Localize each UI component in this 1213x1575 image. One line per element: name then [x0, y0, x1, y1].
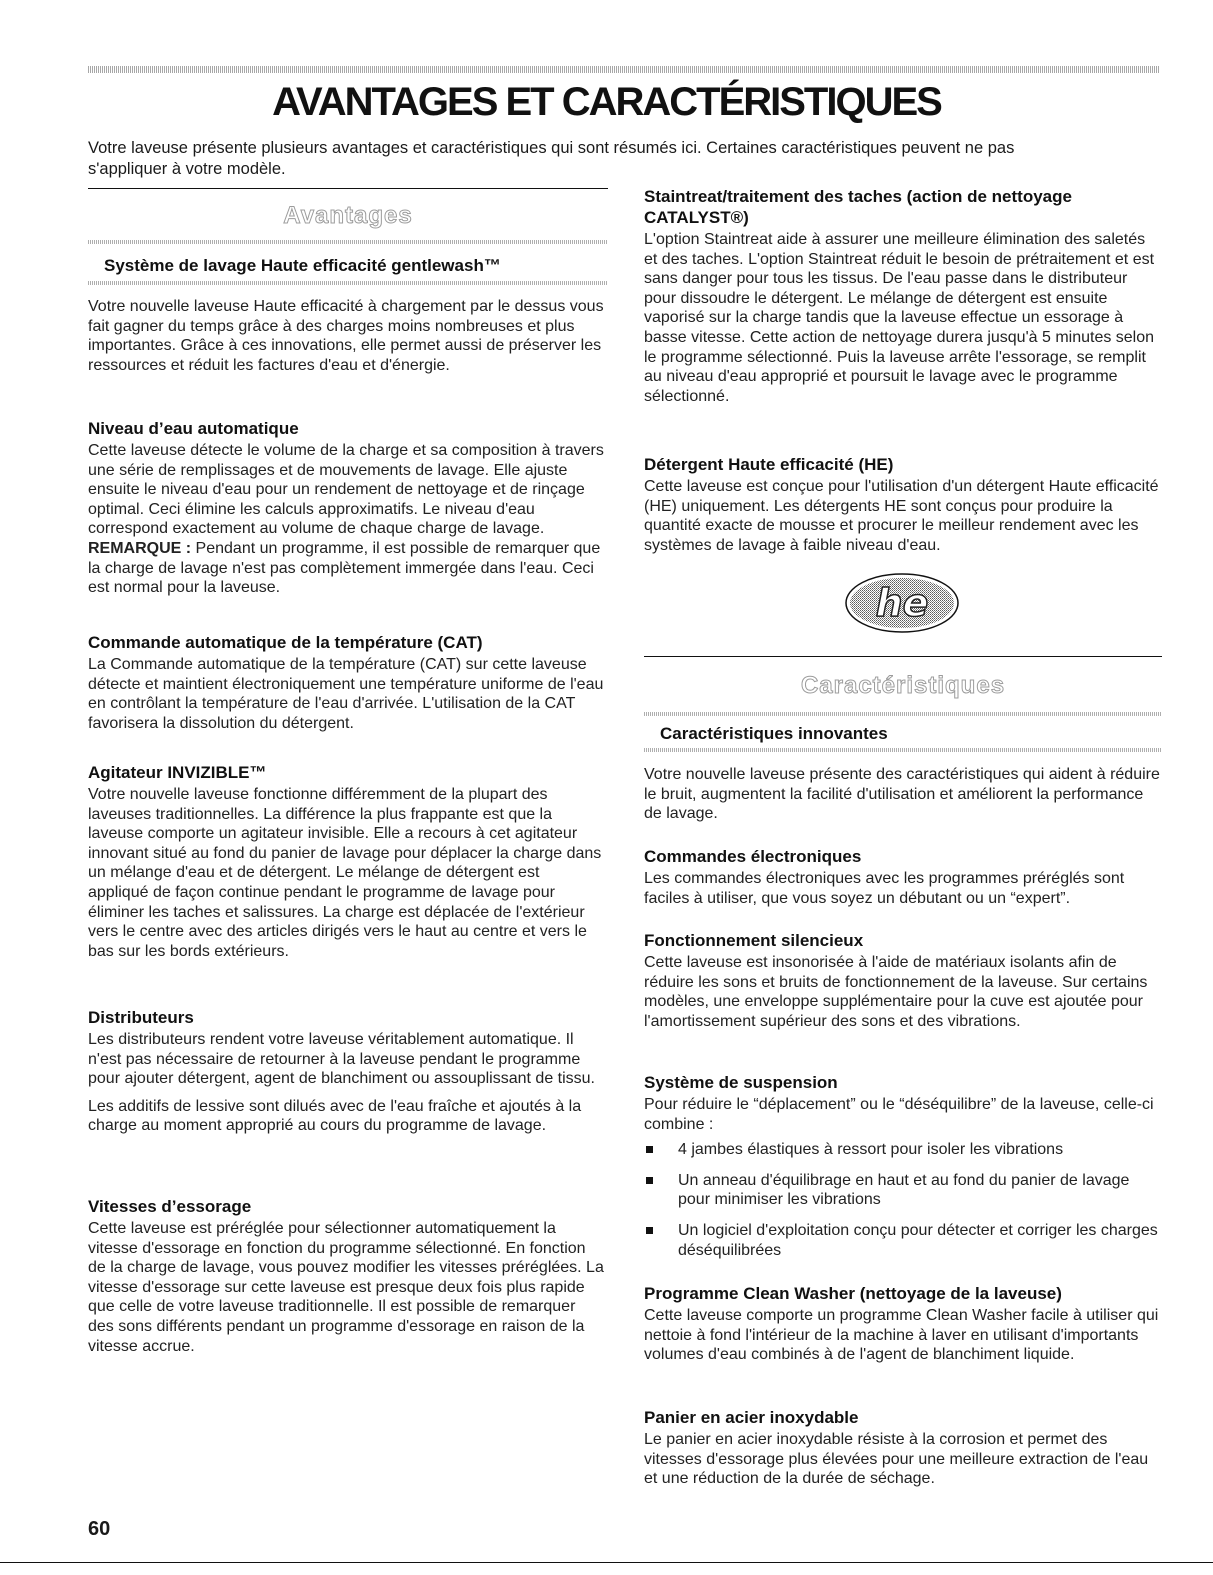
block-distributeurs	[88, 1007, 604, 1136]
heading-niveau-eau: Niveau d’eau automatique	[88, 419, 299, 438]
list-item: Un anneau d'équilibrage en haut et au fond du panier de lavage pour minimiser les vibrations	[644, 1171, 1160, 1210]
bullet-square-icon	[646, 1177, 653, 1184]
detergent-text: Cette laveuse est conçue pour l'utilisation d'un détergent Haute efficacité (HE) uniquement. Les détergents HE sont conçus pour produire la quantité exacte de mousse et procurer le meilleur rendement avec les systèmes de lavage à faible niveau d'eau.	[644, 478, 1159, 554]
clean-washer-text: Cette laveuse comporte un programme Clean Washer facile à utiliser qui nettoie à fond l'intérieur de la machine à laver en utilisant d'importants volumes d'eau combinés à de l'agent de blanchiment liquide.	[644, 1307, 1159, 1364]
right-banner-rule-bottom	[644, 748, 1162, 752]
niveau-eau-text	[88, 441, 604, 598]
right-section-rule	[644, 656, 1162, 657]
note-label: REMARQUE :	[88, 539, 192, 557]
block-suspension	[644, 1072, 1160, 1271]
heading-staintreat: Staintreat/traitement des taches (action de nettoyage CATALYST®)	[644, 187, 1072, 227]
left-section-rule	[88, 188, 608, 189]
suspension-text: Pour réduire le “déplacement” ou le “déséquilibre” de la laveuse, celle-ci combine :	[644, 1096, 1154, 1133]
fonctionnement-text: Cette laveuse est insonorisée à l'aide de matériaux isolants afin de réduire les sons et bruits de fonctionnement de la laveuse. Sur certains modèles, une enveloppe supplémentaire pour la cuve est ajoutée pour l'amortissement supérieur des sons et des vibrations.	[644, 954, 1148, 1030]
block-gentlewash	[88, 297, 604, 375]
bullet-square-icon	[646, 1146, 653, 1153]
block-panier	[644, 1407, 1160, 1489]
heading-cat: Commande automatique de la température (CAT)	[88, 633, 483, 652]
agitateur-text: Votre nouvelle laveuse fonctionne différemment de la plupart des laveuses traditionnelles. La différence la plus frappante est que la laveuse comporte un agitateur invisible. Elle a recours à cet agitateur innovant situé au fond du panier de lavage pour déplacer la charge dans un mélange d'eau et de détergent. Le mélange de détergent est appliqué de façon continue pendant le programme de lavage pour éliminer les taches et salissures. La charge est déplacée de l'extérieur vers le centre avec des articles dirigés vers le haut au centre et vers le bas sur les bords extérieurs.	[88, 786, 602, 960]
panier-text: Le panier en acier inoxydable résiste à la corrosion et permet des vitesses d'essorage plus élevées pour une meilleure extraction de l'eau et une réduction de la durée de séchage.	[644, 1431, 1149, 1488]
he-logo-icon	[844, 572, 960, 634]
vitesses-text: Cette laveuse est préréglée pour sélectionner automatiquement la vitesse d'essorage en fonction du programme sélectionné. En fonction de la charge de lavage, vous pouvez modifier les vitesses préréglées. La vitesse d'essorage sur cette laveuse est presque deux fois plus rapide que celle de votre laveuse traditionnelle. Il est possible de remarquer des sons différents pendant un programme d'essorage en raison de la vitesse accrue.	[88, 1220, 604, 1355]
block-staintreat	[644, 186, 1160, 406]
bullet-square-icon	[646, 1227, 653, 1234]
left-banner-rule-bottom	[88, 281, 608, 285]
he-logo-text: he	[875, 581, 929, 625]
block-niveau-eau	[88, 418, 604, 598]
section-title-caracteristiques: Caractéristiques	[800, 672, 1006, 699]
block-innovantes	[644, 765, 1160, 824]
innovantes-text: Votre nouvelle laveuse présente des caractéristiques qui aident à réduire le bruit, augmentent la facilité d'utilisation et améliorent la performance de lavage.	[644, 766, 1160, 823]
section-title-avantages: Avantages	[283, 202, 413, 229]
list-item: Un logiciel d'exploitation conçu pour détecter et corriger les charges déséquilibrées	[644, 1221, 1160, 1260]
bottom-rule	[0, 1562, 1213, 1563]
left-banner-rule-top	[88, 240, 608, 244]
list-item: 4 jambes élastiques à ressort pour isoler les vibrations	[644, 1140, 1160, 1160]
cat-text: La Commande automatique de la température (CAT) sur cette laveuse détecte et maintient électroniquement une température uniforme de l'eau en contrôlant la température de l'eau d'arrivée. L'utilisation de la CAT favorisera la dissolution du détergent.	[88, 656, 604, 732]
heading-clean-washer: Programme Clean Washer (nettoyage de la laveuse)	[644, 1284, 1062, 1303]
distributeurs-text-2: Les additifs de lessive sont dilués avec de l'eau fraîche et ajoutés à la charge au moment approprié au cours du programme de lavage.	[88, 1097, 582, 1135]
heading-agitateur: Agitateur INVIZIBLE™	[88, 763, 267, 782]
commandes-text: Les commandes électroniques avec les programmes préréglés sont faciles à utiliser, que vous soyez un débutant ou un “expert”.	[644, 870, 1125, 907]
block-detergent	[644, 454, 1160, 555]
right-banner-rule-top	[644, 712, 1162, 716]
banner-innovantes: Caractéristiques innovantes	[660, 724, 888, 743]
heading-vitesses: Vitesses d’essorage	[88, 1197, 252, 1216]
block-fonctionnement	[644, 930, 1160, 1031]
banner-gentlewash: Système de lavage Haute efficacité gentlewash™	[104, 256, 501, 275]
page-title: AVANTAGES ET CARACTÉRISTIQUES	[272, 80, 941, 124]
niveau-eau-body: Cette laveuse détecte le volume de la charge et sa composition à travers une série de remplissages et de mouvements de lavage. Elle ajuste ensuite le niveau d'eau pour un rendement de nettoyage et de rinçage optimal. Ceci élimine les calculs approximatifs. Le niveau d'eau correspond exactement au volume de chaque charge de lavage.	[88, 442, 604, 538]
top-dotted-rule	[88, 66, 1160, 73]
intro-paragraph: Votre laveuse présente plusieurs avantages et caractéristiques qui sont résumés ici. Certaines caractéristiques peuvent ne pas s'appliquer à votre modèle.	[88, 139, 1015, 178]
block-agitateur	[88, 762, 604, 961]
heading-distributeurs: Distributeurs	[88, 1008, 194, 1027]
heading-fonctionnement: Fonctionnement silencieux	[644, 931, 864, 950]
note-text: Pendant un programme, il est possible de remarquer que la charge de lavage n'est pas complètement immergée dans l'eau. Ceci est normal pour la laveuse.	[88, 539, 601, 597]
heading-detergent: Détergent Haute efficacité (HE)	[644, 455, 894, 474]
page-number: 60	[88, 1518, 111, 1540]
gentlewash-text: Votre nouvelle laveuse Haute efficacité à chargement par le dessus vous fait gagner du temps grâce à des charges moins nombreuses et plus importantes. Grâce à ces innovations, elle permet aussi de préserver les ressources et réduit les factures d'eau et d'énergie.	[88, 298, 604, 374]
heading-panier: Panier en acier inoxydable	[644, 1408, 859, 1427]
block-vitesses	[88, 1196, 604, 1356]
block-cat	[88, 632, 604, 733]
distributeurs-text-1: Les distributeurs rendent votre laveuse véritablement automatique. Il n'est pas nécessaire de retourner à la laveuse pendant le programme pour ajouter détergent, agent de blanchiment ou assouplissant de tissu.	[88, 1031, 595, 1088]
heading-commandes: Commandes électroniques	[644, 847, 862, 866]
block-clean-washer	[644, 1283, 1160, 1365]
block-commandes	[644, 846, 1160, 908]
suspension-list	[644, 1140, 1160, 1260]
heading-suspension: Système de suspension	[644, 1073, 838, 1092]
staintreat-text: L'option Staintreat aide à assurer une meilleure élimination des saletés et des taches. L'option Staintreat réduit le besoin de prétraitement et est sans danger pour tous les tissus. De l'eau passe dans le distributeur pour dissoudre le détergent. Le mélange de détergent est ensuite vaporisé sur la charge tandis que la laveuse effectue un essorage à basse vitesse. Cette action de nettoyage durera jusqu'à 5 minutes selon le programme sélectionné. Puis la laveuse arrête l'essorage, se remplit au niveau d'eau approprié et poursuit le lavage avec le programme sélectionné.	[644, 231, 1155, 405]
